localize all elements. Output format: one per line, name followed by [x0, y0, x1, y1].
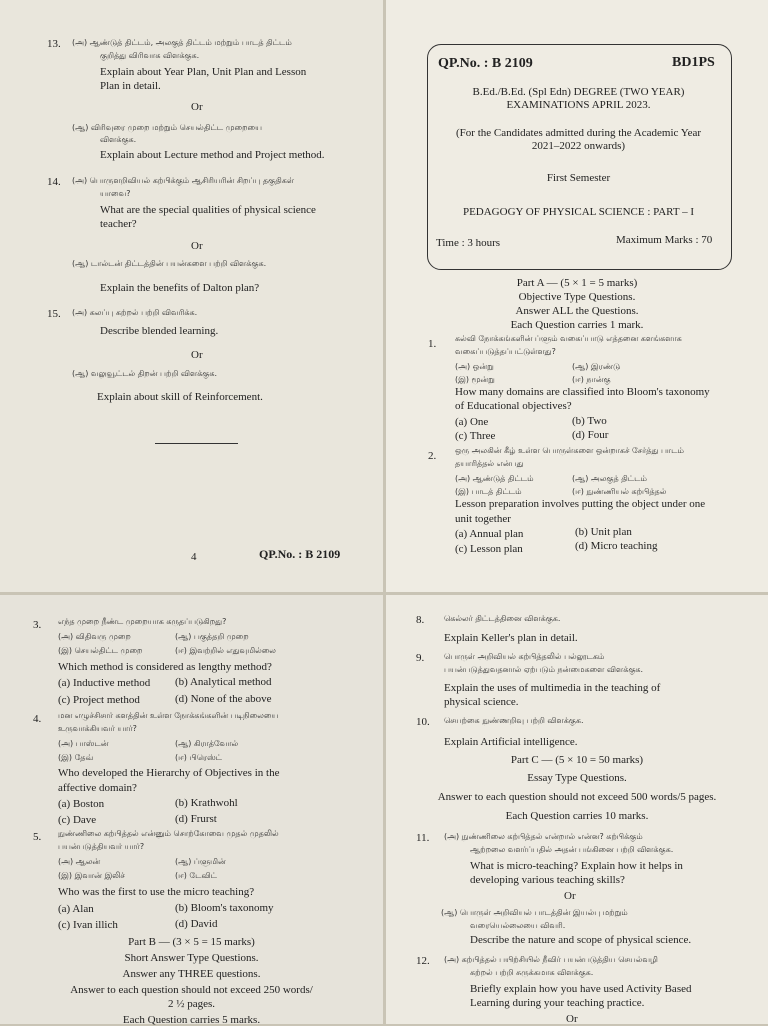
q1-tamil-option-c: (இ) மூன்று [455, 375, 495, 384]
q3-tamil-option-c: (இ) செயல்திட்ட முறை [58, 646, 143, 655]
question-number-13: 13. [47, 38, 61, 50]
q1-tamil-option-a: (அ) ஒன்று [455, 362, 494, 371]
q5-option-b: (b) Bloom's taxonomy [175, 902, 274, 914]
q3-tamil: எந்த முறை நீண்ட முறையாக கருதப்படுகிறது? [58, 617, 227, 626]
q9-english-line1: Explain the uses of multimedia in the teaching of [444, 682, 661, 694]
q1-option-c: (c) Three [455, 430, 496, 442]
q15b-english: Explain about skill of Reinforcement. [97, 391, 263, 403]
q5-tamil-option-b: (ஆ) ப்ளுமின் [175, 857, 226, 866]
q13b-english: Explain about Lecture method and Project method. [100, 149, 325, 161]
word-limit-line2: 2 ½ pages. [167, 998, 216, 1010]
q3-tamil-option-b: (ஆ) பகுத்தறி முறை [175, 632, 249, 641]
max-marks: Maximum Marks : 70 [616, 234, 713, 246]
q4-english-line1: Who developed the Hierarchy of Objectives in the [58, 767, 280, 779]
q13a-tamil-line2: குறித்து விரிவாக விளக்குக. [100, 51, 200, 60]
question-number-12: 12. [416, 955, 430, 967]
part-c-heading: Part C — (5 × 10 = 50 marks) [510, 754, 644, 766]
q1-tamil-option-d: (ஈ) நான்கு [572, 375, 611, 384]
q9-tamil-line2: பயன்படுத்துவதனால் ஏற்படும் நன்மைகளை விளக்குக. [444, 665, 644, 674]
q13a-tamil-line1: (அ) ஆண்டுத் திட்டம், அலகுத் திட்டம் மற்றும் பாடத் திட்டம் [72, 38, 292, 47]
q5-tamil-line1: நுண்ணிலை கற்பித்தல் என்னும் சொற்கோவை முதல் முதலில் [58, 829, 279, 838]
q15a-english: Describe blended learning. [100, 325, 219, 337]
q13a-english-line2: Plan in detail. [100, 80, 161, 92]
q14b-tamil: (ஆ) டால்டன் திட்டத்தின் பயன்களை பற்றி விளக்குக. [72, 259, 267, 268]
q2-option-a: (a) Annual plan [455, 528, 524, 540]
q15a-tamil: (அ) கலப்பு கற்றல் பற்றி விவரிக்க. [72, 308, 198, 317]
candidates-line1: (For the Candidates admitted during the Academic Year [456, 127, 701, 139]
q3-tamil-option-d: (ஈ) இவற்றில் எதுவுமில்லை [175, 646, 276, 655]
q4-option-d: (d) Frurst [175, 813, 217, 825]
q12a-english-line2: Learning during your teaching practice. [470, 997, 645, 1009]
q5-option-a: (a) Alan [58, 903, 94, 915]
q3-tamil-option-a: (அ) விதிவரு முறை [58, 632, 131, 641]
q12a-tamil-line2: கற்றல் பற்றி சுருக்கமாக விளக்குக. [470, 968, 594, 977]
short-answer-type: Short Answer Type Questions. [124, 952, 259, 964]
q13-or: Or [191, 101, 203, 113]
q14a-english-line2: teacher? [100, 218, 137, 230]
q8-english: Explain Keller's plan in detail. [444, 632, 578, 644]
q14a-tamil-line2: யாவை? [100, 189, 131, 198]
q1-english-line1: How many domains are classified into Bloom's taxonomy [455, 386, 710, 398]
q3-option-d: (d) None of the above [175, 693, 272, 705]
q5-tamil-option-c: (இ) இவான் இலிச் [58, 871, 125, 880]
word-limit-line1: Answer to each question should not exceed 250 words/ [70, 984, 313, 996]
question-number-3: 3. [33, 619, 42, 631]
essay-type: Essay Type Questions. [527, 772, 627, 784]
q5-tamil-option-a: (அ) ஆலன் [58, 857, 101, 866]
q3-english: Which method is considered as lengthy method? [58, 661, 272, 673]
q2-english-line2: unit together [455, 513, 511, 525]
q1-option-a: (a) One [455, 416, 489, 428]
question-number-8: 8. [416, 614, 425, 626]
q11a-tamil-line1: (அ) நுண்ணிலை கற்பித்தல் என்றால் என்ன? கற்பிக்கும் [444, 832, 643, 841]
qp-number: QP.No. : B 2109 [438, 56, 533, 71]
q4-tamil-line2: உருவாக்கியவர் யார்? [58, 724, 137, 733]
question-number-9: 9. [416, 652, 425, 664]
q4-english-line2: affective domain? [58, 782, 137, 794]
q2-option-b: (b) Unit plan [575, 526, 632, 538]
q12a-english-line1: Briefly explain how you have used Activity Based [470, 983, 692, 995]
q9-tamil-line1: பொருள் அறிவியல் கற்பித்தலில் பல்லூடகம் [444, 652, 605, 661]
q5-english: Who was the first to use the micro teaching? [58, 886, 255, 898]
q4-option-b: (b) Krathwohl [175, 797, 238, 809]
end-rule [155, 443, 238, 444]
q14a-english-line1: What are the special qualities of physical science [100, 204, 316, 216]
q1-tamil-option-b: (ஆ) இரண்டு [572, 362, 621, 371]
q14-or: Or [191, 240, 203, 252]
q2-tamil-line2: தயாரித்தல் என்பது [455, 459, 524, 468]
footer-qp-number: QP.No. : B 2109 [259, 547, 341, 561]
q9-english-line2: physical science. [444, 696, 519, 708]
q11b-english: Describe the nature and scope of physical science. [470, 934, 692, 946]
q1-english-line2: of Educational objectives? [455, 400, 572, 412]
q2-tamil-option-b: (ஆ) அலகுத் திட்டம் [572, 474, 647, 483]
each-question-5-marks: Each Question carries 5 marks. [122, 1014, 261, 1026]
q4-tamil-option-b: (ஆ) கிராத்வோல் [175, 739, 239, 748]
q14b-english: Explain the benefits of Dalton plan? [100, 282, 260, 294]
q11-or: Or [564, 890, 576, 902]
q4-option-a: (a) Boston [58, 798, 105, 810]
each-question-mark: Each Question carries 1 mark. [510, 319, 644, 331]
page-number: 4 [191, 551, 197, 563]
q13a-english-line1: Explain about Year Plan, Unit Plan and Lesson [100, 66, 307, 78]
q1-option-d: (d) Four [572, 429, 609, 441]
q10-tamil: செயற்கை நுண்ணறிவு பற்றி விளக்குக. [444, 716, 584, 725]
q11b-tamil-line1: (ஆ) பொருள் அறிவியல் பாடத்தின் இயல்பு மற்றும் [441, 908, 628, 917]
candidates-line2: 2021–2022 onwards) [531, 140, 626, 152]
q2-tamil-option-c: (இ) பாடத் திட்டம் [455, 487, 522, 496]
q5-tamil-option-d: (ஈ) டேவிட் [175, 871, 217, 880]
q1-tamil-line1: கல்வி நோக்கங்களின் ப்ளும் வகைப்பாடு எத்தனை களங்களாக [455, 334, 682, 343]
q4-tamil-option-d: (ஈ) பிரெஸ்ட் [175, 753, 223, 762]
q10-english: Explain Artificial intelligence. [444, 736, 578, 748]
exam-page-4 [0, 0, 383, 592]
question-number-1: 1. [428, 338, 437, 350]
subject-code: BD1PS [672, 55, 715, 70]
question-number-11: 11. [416, 832, 430, 844]
q13b-tamil-line2: விளக்குக. [100, 135, 137, 144]
q5-tamil-line2: பயன்படுத்தியவர் யார்? [58, 842, 145, 851]
question-number-14: 14. [47, 176, 61, 188]
q4-option-c: (c) Dave [58, 814, 97, 826]
subject-title: PEDAGOGY OF PHYSICAL SCIENCE : PART – I [462, 206, 695, 218]
q11a-english-line1: What is micro-teaching? Explain how it helps in [470, 860, 683, 872]
q2-english-line1: Lesson preparation involves putting the object under one [455, 498, 706, 510]
semester: First Semester [546, 172, 611, 184]
exam-duration: Time : 3 hours [436, 237, 501, 249]
degree-line2: EXAMINATIONS APRIL 2023. [506, 99, 651, 111]
part-b-heading: Part B — (3 × 5 = 15 marks) [128, 936, 255, 948]
q1-option-b: (b) Two [572, 415, 607, 427]
answer-any-three: Answer any THREE questions. [122, 968, 261, 980]
q12a-tamil-line1: (அ) கற்பித்தல் பயிற்சியில் நீவிர் பயன்படுத்திய செயல்வழி [444, 955, 658, 964]
q4-tamil-option-a: (அ) பாஸ்டன் [58, 739, 109, 748]
question-number-10: 10. [416, 716, 430, 728]
q11a-english-line2: developing various teaching skills? [470, 874, 625, 886]
q13b-tamil-line1: (ஆ) விரிவுரை முறை மற்றும் செயல்திட்ட முறையை [72, 123, 262, 132]
q8-tamil: கெல்லர் திட்டத்தினை விளக்குக. [444, 614, 561, 623]
q3-option-a: (a) Inductive method [58, 677, 151, 689]
q11a-tamil-line2: ஆற்றலை வளர்ப்பதில் அதன் பங்கினை பற்றி விளக்குக. [470, 845, 674, 854]
q1-tamil-line2: வகைப்படுத்தப்பட்டுள்ளது? [455, 347, 556, 356]
q3-option-c: (c) Project method [58, 694, 140, 706]
q2-option-c: (c) Lesson plan [455, 543, 523, 555]
answer-all: Answer ALL the Questions. [515, 305, 639, 317]
q12-or: Or [566, 1013, 578, 1025]
q5-option-d: (d) David [175, 918, 218, 930]
objective-type: Objective Type Questions. [518, 291, 636, 303]
question-number-15: 15. [47, 308, 61, 320]
word-limit-500: Answer to each question should not exceed 500 words/5 pages. [437, 791, 717, 803]
q11b-tamil-line2: வரையெல்லையை விவரி. [470, 921, 566, 930]
part-a-heading: Part A — (5 × 1 = 5 marks) [516, 277, 638, 289]
question-number-5: 5. [33, 831, 42, 843]
q4-tamil-line1: மன எழுச்சிசார் களத்தின் உள்ள நோக்கங்களின் படிநிலையை [58, 711, 279, 720]
question-number-2: 2. [428, 450, 437, 462]
question-number-4: 4. [33, 713, 42, 725]
q5-option-c: (c) Ivan illich [58, 919, 118, 931]
q4-tamil-option-c: (இ) தேவ் [58, 753, 94, 762]
q14a-tamil-line1: (அ) பொருளறிவியல் கற்பிக்கும் ஆசிரியரின் சிறப்பு தகுதிகள் [72, 176, 295, 185]
q2-tamil-line1: ஒரு அலகின் கீழ் உள்ள பொருள்களை ஒன்றாகச் சேர்த்து பாடம் [455, 446, 684, 455]
q15-or: Or [191, 349, 203, 361]
q2-tamil-option-a: (அ) ஆண்டுத் திட்டம் [455, 474, 534, 483]
q3-option-b: (b) Analytical method [175, 676, 272, 688]
q2-option-d: (d) Micro teaching [575, 540, 658, 552]
each-question-10-marks: Each Question carries 10 marks. [505, 810, 649, 822]
q15b-tamil: (ஆ) வலுவூட்டல் திறன் பற்றி விளக்குக. [72, 369, 218, 378]
q2-tamil-option-d: (ஈ) நுண்ணியல் கற்பித்தல் [572, 487, 667, 496]
degree-line1: B.Ed./B.Ed. (Spl Edn) DEGREE (TWO YEAR) [472, 86, 685, 98]
